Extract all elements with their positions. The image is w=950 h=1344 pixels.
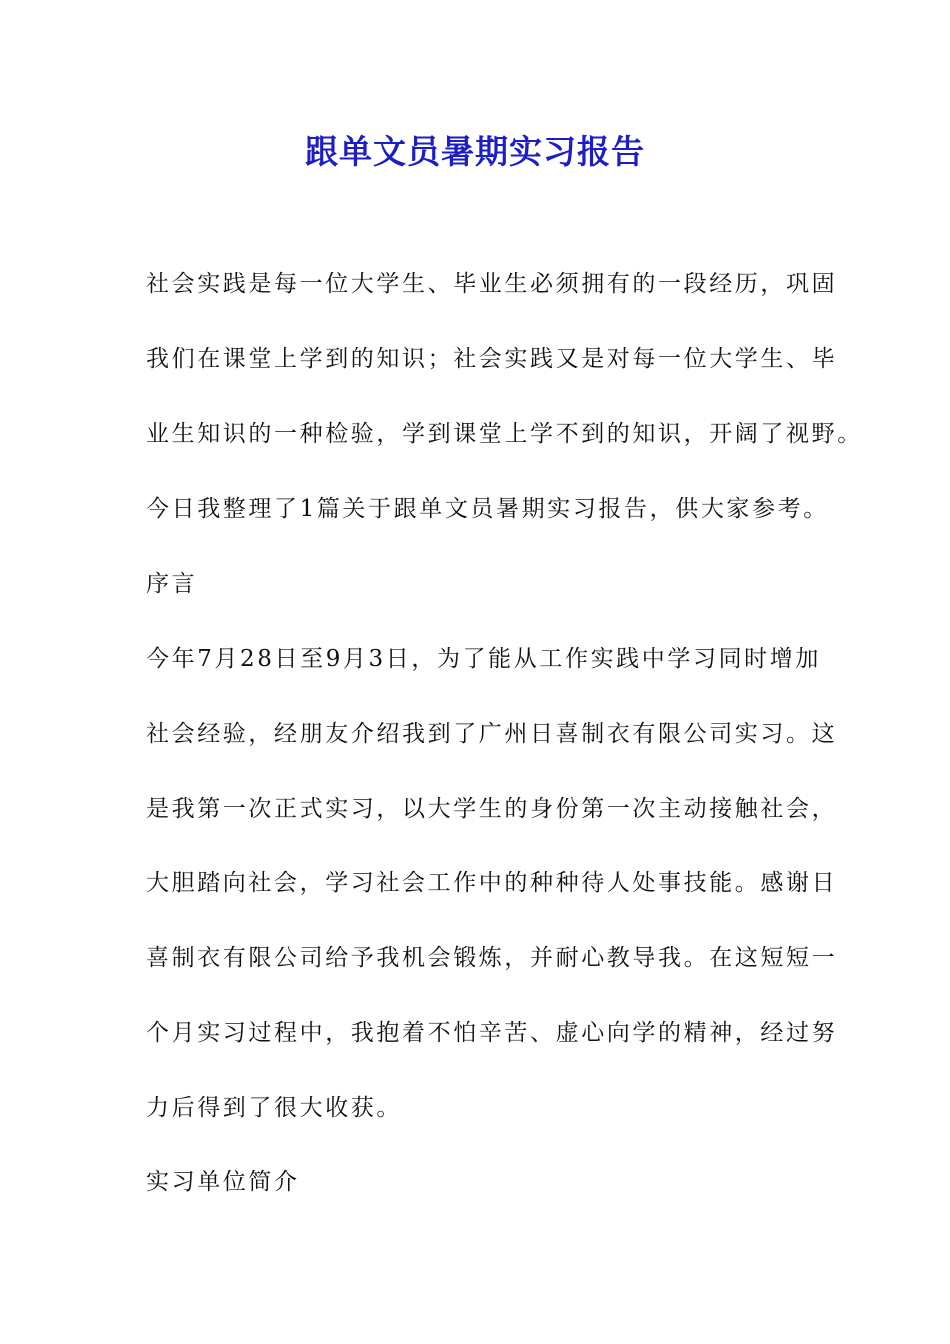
intro-line-1: 社会实践是每一位大学生、毕业生必须拥有的一段经历，巩固 <box>146 271 838 297</box>
preface-line-3: 是我第一次正式实习，以大学生的身份第一次主动接触社会， <box>146 796 838 822</box>
preface-line-6: 个月实习过程中，我抱着不怕辛苦、虚心向学的精神，经过努 <box>146 1020 838 1046</box>
preface-line-1: 今年7月28日至9月3日，为了能从工作实践中学习同时增加 <box>146 646 821 672</box>
intro-line-2: 我们在课堂上学到的知识；社会实践又是对每一位大学生、毕 <box>146 346 838 372</box>
intro-line-3: 业生知识的一种检验，学到课堂上学不到的知识，开阔了视野。 <box>146 421 863 447</box>
preface-line-5: 喜制衣有限公司给予我机会锻炼，并耐心教导我。在这短短一 <box>146 945 838 971</box>
document-title: 跟单文员暑期实习报告 <box>305 132 645 171</box>
preface-line-2: 社会经验，经朋友介绍我到了广州日喜制衣有限公司实习。这 <box>146 721 838 747</box>
preface-line-4: 大胆踏向社会，学习社会工作中的种种待人处事技能。感谢日 <box>146 870 838 896</box>
section-heading-preface: 序言 <box>146 571 198 597</box>
preface-line-7: 力后得到了很大收获。 <box>146 1095 402 1121</box>
intro-line-4: 今日我整理了1篇关于跟单文员暑期实习报告，供大家参考。 <box>146 496 829 522</box>
section-heading-company-intro: 实习单位简介 <box>146 1169 300 1195</box>
